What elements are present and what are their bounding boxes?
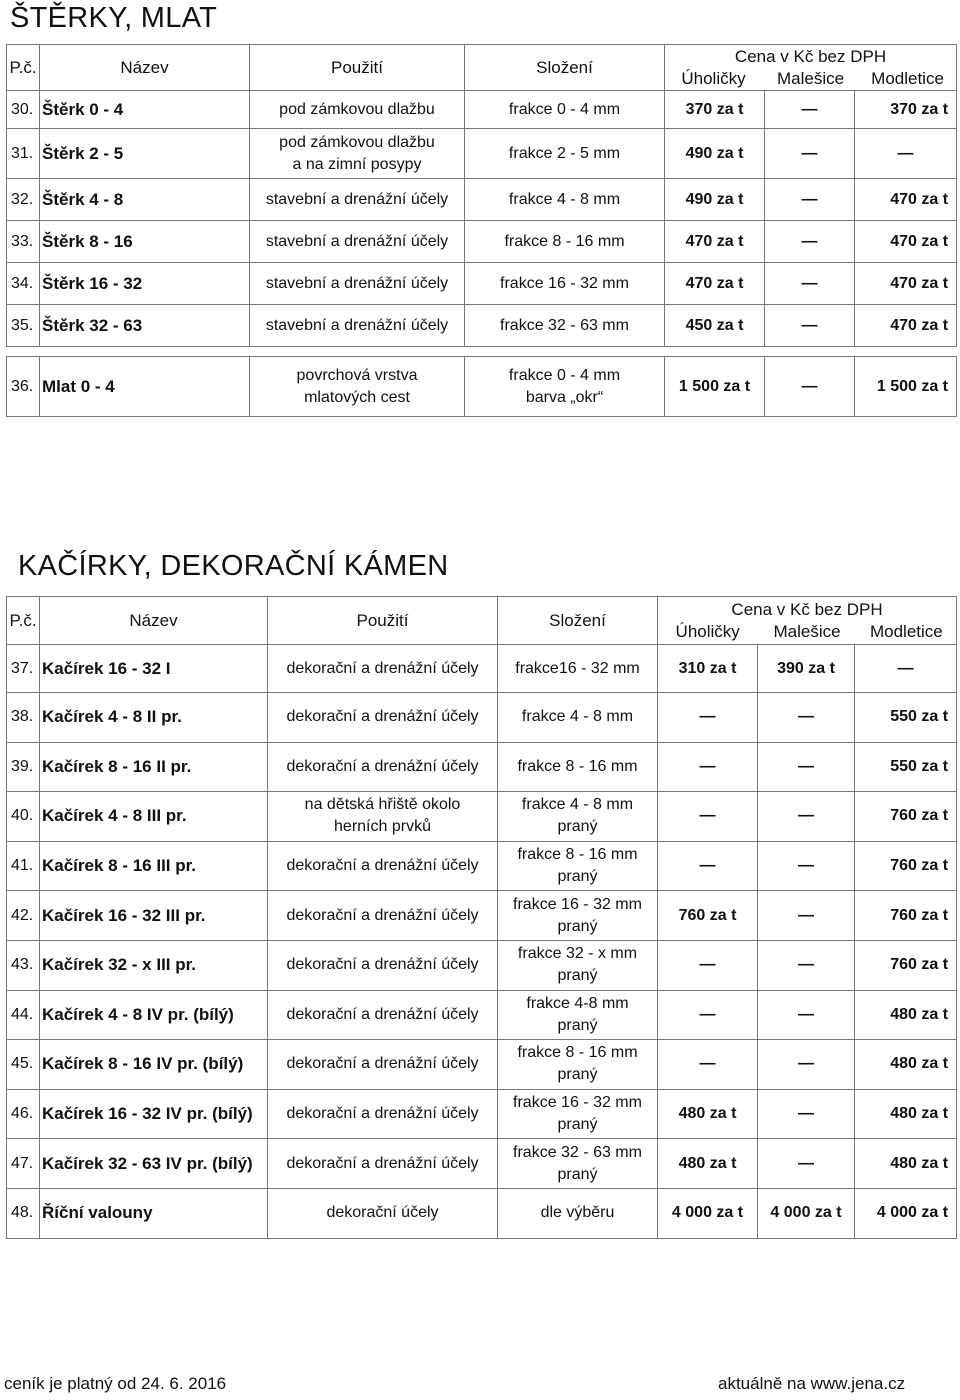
price-malesice: — (758, 940, 855, 990)
price-uholicky: — (658, 693, 758, 743)
product-use: dekorační a drenážní účely (268, 1040, 498, 1090)
product-composition-line2: praný (557, 967, 598, 985)
table-row (7, 1139, 957, 1189)
product-composition (498, 841, 658, 891)
row-number: 32. (7, 179, 40, 221)
product-use: dekorační a drenážní účely (268, 990, 498, 1040)
product-use: dekorační a drenážní účely (268, 742, 498, 792)
price-uholicky: 1 500 za t (665, 357, 765, 417)
product-use-line2: mlatových cest (304, 388, 410, 406)
price-modletice: 370 za t (855, 91, 957, 129)
row-number: 40. (7, 792, 40, 842)
product-use: stavební a drenážní účely (250, 221, 465, 263)
header-locations (658, 621, 956, 643)
product-use: stavební a drenážní účely (250, 263, 465, 305)
product-composition (498, 1139, 658, 1189)
price-malesice: — (765, 305, 855, 347)
price-malesice: — (758, 1089, 855, 1139)
product-name: Štěrk 2 - 5 (40, 129, 250, 179)
product-composition-line1: frakce 16 - 32 mm (513, 1094, 642, 1112)
product-use: stavební a drenážní účely (250, 179, 465, 221)
product-name: Kačírek 16 - 32 I (40, 645, 268, 693)
price-uholicky: — (658, 792, 758, 842)
table-row (7, 263, 957, 305)
product-composition (498, 990, 658, 1040)
table-row (7, 221, 957, 263)
price-uholicky: 480 za t (658, 1139, 758, 1189)
price-modletice: 760 za t (855, 940, 957, 990)
row-number: 35. (7, 305, 40, 347)
product-composition (465, 357, 665, 417)
price-malesice: — (765, 91, 855, 129)
row-number: 31. (7, 129, 40, 179)
table-header (7, 597, 957, 645)
row-number: 44. (7, 990, 40, 1040)
price-malesice: — (758, 1040, 855, 1090)
row-number: 47. (7, 1139, 40, 1189)
price-malesice: — (765, 179, 855, 221)
product-use: stavební a drenážní účely (250, 305, 465, 347)
price-malesice: — (765, 357, 855, 417)
table-row (7, 179, 957, 221)
product-composition-line1: frakce 8 - 16 mm (517, 846, 638, 864)
product-name: Štěrk 32 - 63 (40, 305, 250, 347)
table-row (7, 891, 957, 941)
row-number: 43. (7, 940, 40, 990)
product-composition: frakce 8 - 16 mm (465, 221, 665, 263)
product-name: Kačírek 16 - 32 III pr. (40, 891, 268, 941)
sterky-table (6, 44, 957, 347)
price-modletice: 480 za t (855, 1040, 957, 1090)
header-name: Název (40, 45, 250, 91)
table-row (7, 742, 957, 792)
product-composition (498, 891, 658, 941)
price-uholicky: 480 za t (658, 1089, 758, 1139)
product-use: dekorační a drenážní účely (268, 841, 498, 891)
row-number: 33. (7, 221, 40, 263)
table-row (7, 940, 957, 990)
table-row (7, 129, 957, 179)
table-row (7, 990, 957, 1040)
price-uholicky: — (658, 742, 758, 792)
product-composition-line2: barva „okr“ (525, 388, 604, 406)
footer-validity: ceník je platný od 24. 6. 2016 (4, 1374, 227, 1393)
price-uholicky: 470 za t (665, 263, 765, 305)
price-malesice: — (758, 891, 855, 941)
row-number: 42. (7, 891, 40, 941)
row-number: 46. (7, 1089, 40, 1139)
product-composition: dle výběru (498, 1188, 658, 1238)
header-price (658, 597, 957, 645)
price-modletice: 550 za t (855, 742, 957, 792)
kacirky-rows (7, 645, 957, 1239)
price-malesice: 390 za t (758, 645, 855, 693)
product-name: Kačírek 4 - 8 IV pr. (bílý) (40, 990, 268, 1040)
product-composition-line1: frakce 16 - 32 mm (513, 895, 642, 913)
price-uholicky: 310 za t (658, 645, 758, 693)
price-modletice: — (855, 129, 957, 179)
header-pc: P.č. (7, 597, 40, 645)
header-loc-uholicky: Úholičky (675, 621, 740, 641)
row-number: 34. (7, 263, 40, 305)
product-name: Štěrk 8 - 16 (40, 221, 250, 263)
header-pc: P.č. (7, 45, 40, 91)
product-use: pod zámkovou dlažbu (250, 91, 465, 129)
price-modletice: 470 za t (855, 263, 957, 305)
product-composition-line2: praný (557, 818, 598, 836)
product-name: Kačírek 4 - 8 III pr. (40, 792, 268, 842)
product-composition-line1: frakce 0 - 4 mm (508, 366, 621, 384)
product-composition: frakce 4 - 8 mm (465, 179, 665, 221)
price-malesice: — (758, 693, 855, 743)
header-use: Použití (250, 45, 465, 91)
price-modletice: 480 za t (855, 990, 957, 1040)
header-locations (665, 68, 956, 90)
price-malesice: — (765, 221, 855, 263)
footer-website: aktuálně na www.jena.cz (718, 1374, 906, 1393)
price-modletice: 470 za t (855, 305, 957, 347)
table-row (7, 305, 957, 347)
product-use-line2: herních prvků (334, 818, 431, 836)
table-row (7, 792, 957, 842)
price-uholicky: 450 za t (665, 305, 765, 347)
header-loc-malesice: Malešice (776, 68, 845, 88)
product-use: dekorační a drenážní účely (268, 1089, 498, 1139)
product-composition-line1: frakce 4-8 mm (526, 994, 629, 1012)
row-number: 30. (7, 91, 40, 129)
product-composition-line2: praný (557, 917, 598, 935)
product-use (250, 357, 465, 417)
table-header (7, 45, 957, 91)
price-malesice: — (758, 990, 855, 1040)
product-composition (498, 1040, 658, 1090)
product-use-line1: pod zámkovou dlažbu (279, 133, 435, 151)
product-composition-line1: frakce 8 - 16 mm (517, 1044, 638, 1062)
product-composition (498, 1089, 658, 1139)
product-composition: frakce 0 - 4 mm (465, 91, 665, 129)
header-loc-modletice: Modletice (869, 621, 943, 641)
table-row (7, 1089, 957, 1139)
product-name: Štěrk 0 - 4 (40, 91, 250, 129)
product-name: Říční valouny (40, 1188, 268, 1238)
row-number: 39. (7, 742, 40, 792)
header-loc-malesice: Malešice (773, 621, 841, 641)
product-use: dekorační a drenážní účely (268, 940, 498, 990)
table-row (7, 1040, 957, 1090)
product-use: dekorační a drenážní účely (268, 891, 498, 941)
row-number: 37. (7, 645, 40, 693)
product-name: Štěrk 4 - 8 (40, 179, 250, 221)
price-uholicky: — (658, 841, 758, 891)
product-use: dekorační a drenážní účely (268, 645, 498, 693)
product-composition (498, 940, 658, 990)
section-title-kacirky: KAČÍRKY, DEKORAČNÍ KÁMEN (18, 550, 449, 582)
product-composition: frakce 32 - 63 mm (465, 305, 665, 347)
header-use: Použití (268, 597, 498, 645)
price-uholicky: 470 za t (665, 221, 765, 263)
row-number: 48. (7, 1188, 40, 1238)
product-composition: frakce 4 - 8 mm (498, 693, 658, 743)
price-modletice: — (855, 645, 957, 693)
price-modletice: 1 500 za t (855, 357, 957, 417)
product-composition-line2: praný (557, 868, 598, 886)
product-composition: frakce 8 - 16 mm (498, 742, 658, 792)
product-use (250, 129, 465, 179)
price-modletice: 480 za t (855, 1139, 957, 1189)
product-use: dekorační a drenážní účely (268, 1139, 498, 1189)
product-composition (498, 792, 658, 842)
product-use-line1: na dětská hřiště okolo (304, 796, 461, 814)
table-row (7, 693, 957, 743)
product-use-line1: povrchová vrstva (296, 366, 418, 384)
mlat-table (6, 356, 957, 417)
price-uholicky: 490 za t (665, 129, 765, 179)
header-loc-modletice: Modletice (871, 68, 944, 88)
price-malesice: — (765, 129, 855, 179)
price-uholicky: — (658, 940, 758, 990)
product-composition: frakce 16 - 32 mm (465, 263, 665, 305)
price-uholicky: — (658, 1040, 758, 1090)
price-uholicky: — (658, 990, 758, 1040)
price-malesice: — (765, 263, 855, 305)
product-name: Kačírek 8 - 16 IV pr. (bílý) (40, 1040, 268, 1090)
product-name: Kačírek 32 - 63 IV pr. (bílý) (40, 1139, 268, 1189)
price-modletice: 470 za t (855, 179, 957, 221)
header-price-label: Cena v Kč bez DPH (734, 46, 887, 66)
product-composition: frakce 2 - 5 mm (465, 129, 665, 179)
product-use: dekorační účely (268, 1188, 498, 1238)
price-uholicky: 760 za t (658, 891, 758, 941)
table-row (7, 841, 957, 891)
row-number: 45. (7, 1040, 40, 1090)
table-row (7, 645, 957, 693)
header-composition: Složení (498, 597, 658, 645)
table-row (7, 1188, 957, 1238)
product-name: Štěrk 16 - 32 (40, 263, 250, 305)
price-uholicky: 4 000 za t (658, 1188, 758, 1238)
price-uholicky: 490 za t (665, 179, 765, 221)
product-composition-line1: frakce 4 - 8 mm (521, 796, 634, 814)
price-malesice: — (758, 792, 855, 842)
price-malesice: — (758, 841, 855, 891)
price-uholicky: 370 za t (665, 91, 765, 129)
header-loc-uholicky: Úholičky (681, 68, 746, 88)
header-price (665, 45, 957, 91)
section-title-sterky: ŠTĚRKY, MLAT (10, 2, 218, 34)
product-name: Kačírek 8 - 16 III pr. (40, 841, 268, 891)
price-modletice: 4 000 za t (855, 1188, 957, 1238)
price-malesice: — (758, 742, 855, 792)
product-composition-line2: praný (557, 1116, 598, 1134)
product-use-line2: a na zimní posypy (292, 155, 422, 173)
product-composition-line1: frakce 32 - x mm (517, 945, 638, 963)
product-use: dekorační a drenážní účely (268, 693, 498, 743)
table-row (7, 357, 957, 417)
product-name: Kačírek 8 - 16 II pr. (40, 742, 268, 792)
product-name: Kačírek 16 - 32 IV pr. (bílý) (40, 1089, 268, 1139)
price-modletice: 470 za t (855, 221, 957, 263)
price-malesice: 4 000 za t (758, 1188, 855, 1238)
product-composition-line2: praný (557, 1165, 598, 1183)
row-number: 38. (7, 693, 40, 743)
price-modletice: 760 za t (855, 891, 957, 941)
price-malesice: — (758, 1139, 855, 1189)
product-composition: frakce16 - 32 mm (498, 645, 658, 693)
row-number: 36. (7, 357, 40, 417)
product-use (268, 792, 498, 842)
table-row (7, 91, 957, 129)
product-name: Kačírek 32 - x III pr. (40, 940, 268, 990)
product-composition-line1: frakce 32 - 63 mm (513, 1143, 642, 1161)
kacirky-table (6, 596, 957, 1239)
product-name: Kačírek 4 - 8 II pr. (40, 693, 268, 743)
header-composition: Složení (465, 45, 665, 91)
price-modletice: 760 za t (855, 841, 957, 891)
product-composition-line2: praný (557, 1066, 598, 1084)
price-modletice: 550 za t (855, 693, 957, 743)
product-composition-line2: praný (557, 1016, 598, 1034)
price-modletice: 480 za t (855, 1089, 957, 1139)
header-price-label: Cena v Kč bez DPH (731, 599, 883, 619)
header-name: Název (40, 597, 268, 645)
row-number: 41. (7, 841, 40, 891)
product-name: Mlat 0 - 4 (40, 357, 250, 417)
price-modletice: 760 za t (855, 792, 957, 842)
